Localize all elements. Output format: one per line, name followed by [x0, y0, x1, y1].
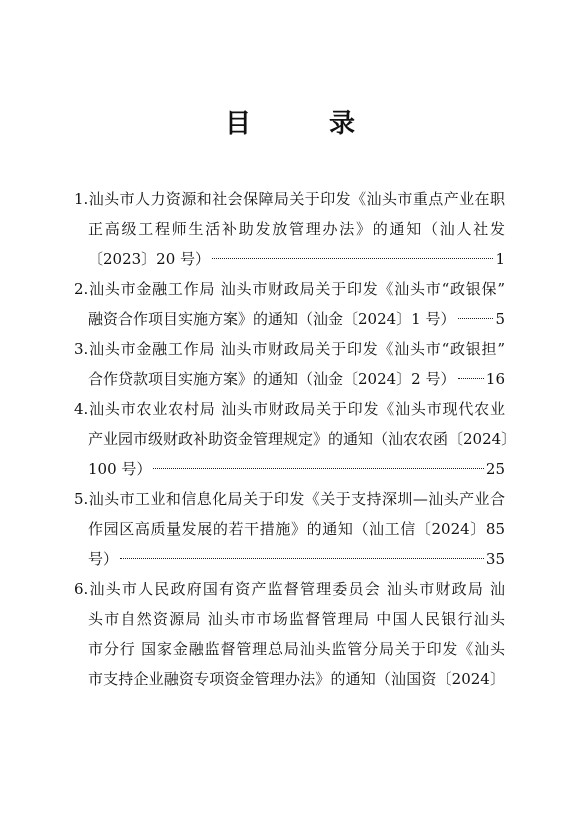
- dot-leader: [212, 257, 493, 259]
- toc-entry-text: 1.汕头市人力资源和社会保障局关于印发《汕头市重点产业在职: [74, 190, 505, 208]
- toc-line: [0, 184, 580, 214]
- dot-leader: [120, 557, 484, 559]
- toc-page-number: 35: [485, 550, 505, 568]
- title-char-right: 录: [329, 109, 356, 139]
- dot-leader: [458, 317, 494, 319]
- toc-entry-text: 3.汕头市金融工作局 汕头市财政局关于印发《汕头市“政银担”: [74, 340, 505, 358]
- toc-page-number: 16: [485, 370, 505, 388]
- toc-line: [0, 574, 580, 604]
- toc-line: [0, 274, 580, 304]
- toc-page-number: 1: [495, 250, 505, 268]
- toc-line: [0, 214, 580, 244]
- toc-line: [0, 334, 580, 364]
- toc-entry-text: 5.汕头市工业和信息化局关于印发《关于支持深圳—汕头产业合: [74, 490, 505, 508]
- toc-entry-text: 产业园市级财政补助资金管理规定》的通知（汕农农函〔2024〕: [88, 430, 517, 448]
- title-char-left: 目: [224, 109, 251, 139]
- page-title: [0, 104, 580, 144]
- toc-line: [0, 484, 580, 514]
- toc-line: [0, 244, 580, 274]
- toc-entry-text: 〔2023〕20 号）: [88, 250, 211, 268]
- dot-leader: [153, 467, 484, 469]
- toc-entry-text: 作园区高质量发展的若干措施》的通知（汕工信〔2024〕85: [88, 520, 505, 538]
- toc-line: [0, 604, 580, 634]
- toc-line: [0, 394, 580, 424]
- toc-line: [0, 634, 580, 664]
- toc-line: [0, 514, 580, 544]
- toc-entry-text: 100 号）: [88, 460, 152, 478]
- toc-entry-text: 融资合作项目实施方案》的通知（汕金〔2024〕1 号）: [88, 310, 456, 328]
- toc-line: [0, 304, 580, 334]
- toc-entry[interactable]: [0, 274, 580, 334]
- toc-line: [0, 544, 580, 574]
- toc-entry-text: 号）: [88, 550, 119, 568]
- toc-entry-text: 6.汕头市人民政府国有资产监督管理委员会 汕头市财政局 汕: [74, 580, 505, 598]
- toc-entry[interactable]: [0, 184, 580, 274]
- toc-entry-text: 正高级工程师生活补助发放管理办法》的通知（汕人社发: [88, 220, 505, 238]
- toc-entry-text: 市分行 国家金融监督管理总局汕头监管分局关于印发《汕头: [88, 640, 505, 658]
- toc-entry-text: 市支持企业融资专项资金管理办法》的通知（汕国资〔2024〕: [88, 670, 505, 688]
- toc-entry[interactable]: [0, 334, 580, 394]
- toc-entry-text: 合作贷款项目实施方案》的通知（汕金〔2024〕2 号）: [88, 370, 456, 388]
- toc-entry-text: 4.汕头市农业农村局 汕头市财政局关于印发《汕头市现代农业: [74, 400, 505, 418]
- table-of-contents: [0, 184, 580, 694]
- toc-page-number: 5: [495, 310, 505, 328]
- toc-page-number: 25: [485, 460, 505, 478]
- toc-entry[interactable]: [0, 484, 580, 574]
- toc-entry[interactable]: [0, 394, 580, 484]
- toc-line: [0, 424, 580, 454]
- dot-leader: [458, 377, 484, 379]
- toc-entry-text: 头市自然资源局 汕头市市场监督管理局 中国人民银行汕头: [88, 610, 505, 628]
- toc-entry-text: 2.汕头市金融工作局 汕头市财政局关于印发《汕头市“政银保”: [74, 280, 505, 298]
- toc-line: [0, 364, 580, 394]
- toc-line: [0, 454, 580, 484]
- toc-entry[interactable]: [0, 574, 580, 694]
- toc-line: [0, 664, 580, 694]
